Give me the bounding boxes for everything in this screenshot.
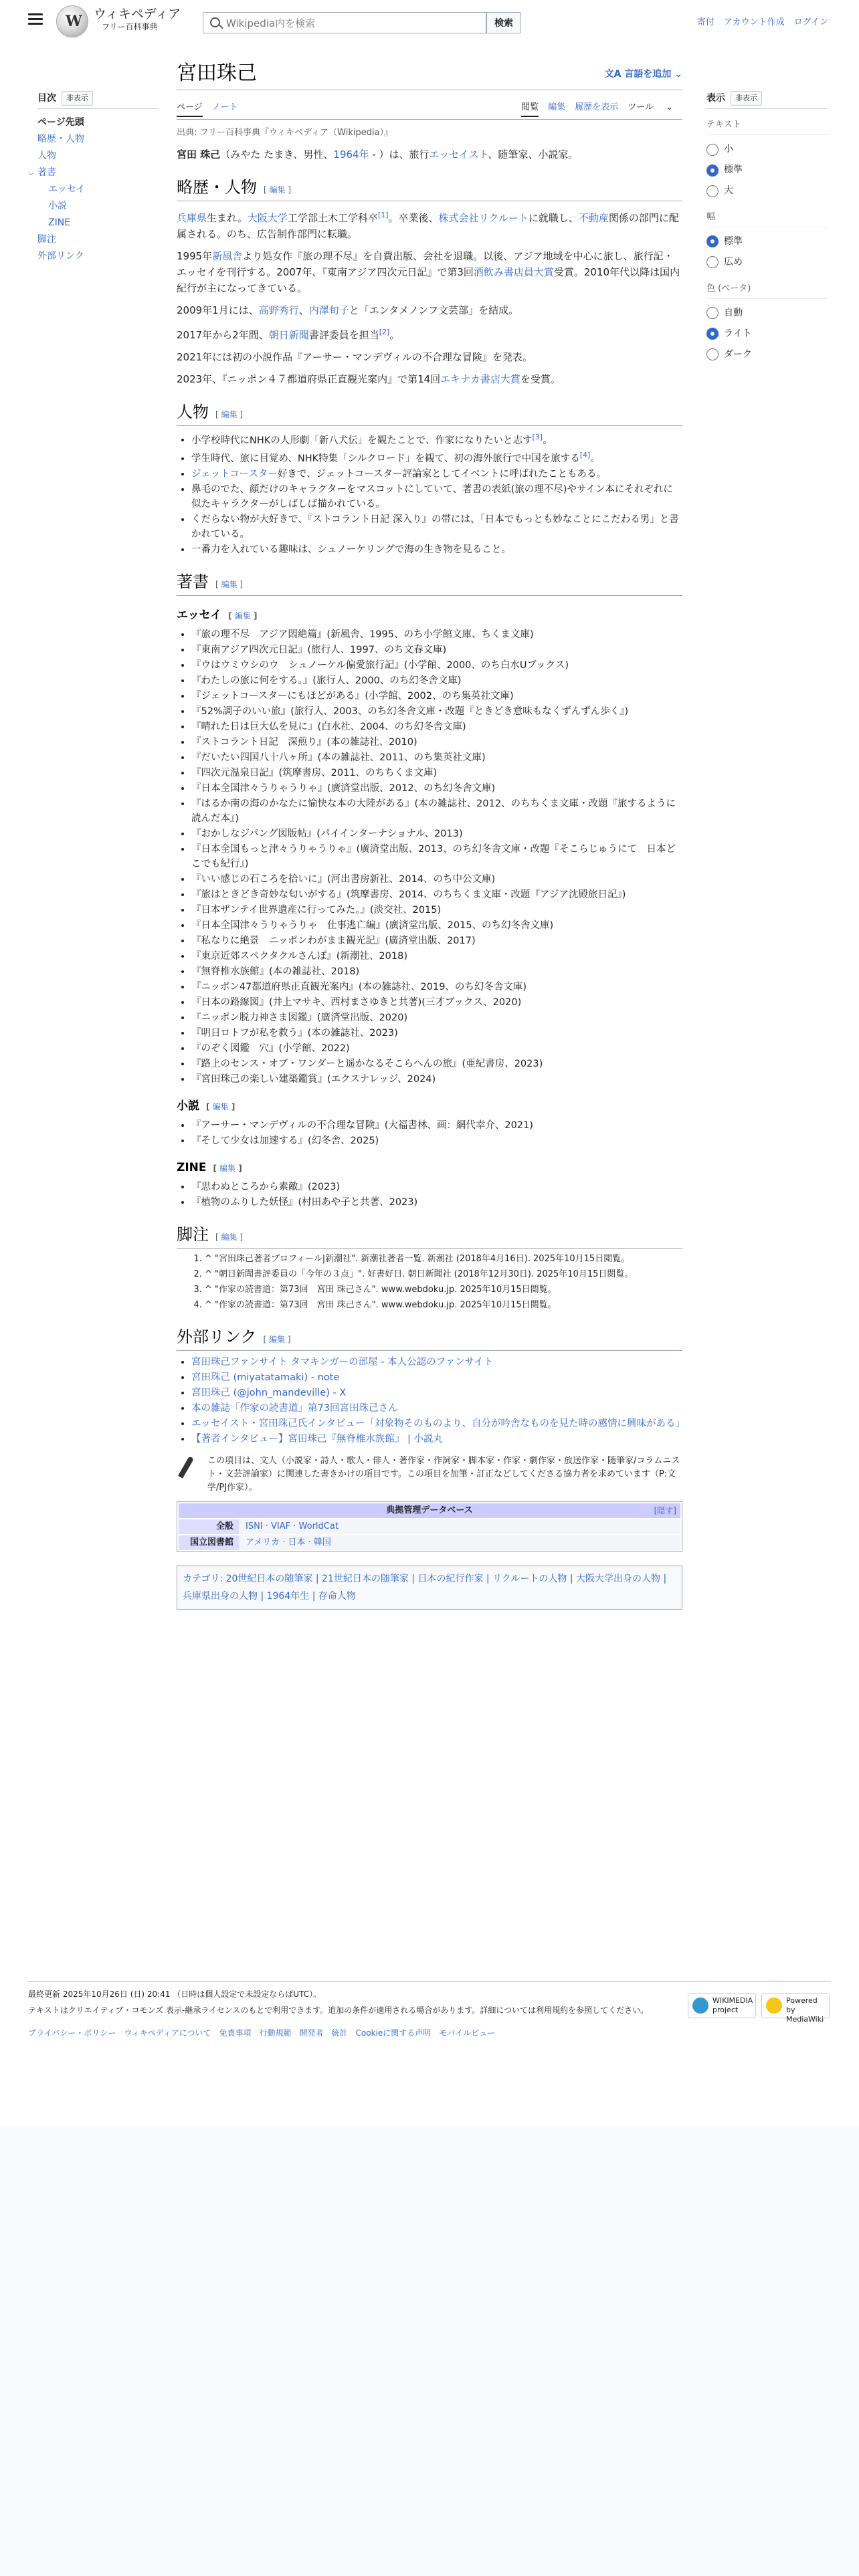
list-item	[191, 430, 682, 448]
book-item-text: 『ジェットコースターにもほどがある』(小学館、2002、のち集英社文庫)	[191, 691, 514, 702]
recruit-link[interactable]: 株式会社リクルート	[438, 211, 529, 224]
list-item	[191, 542, 682, 557]
appearance-title: 表示	[706, 93, 725, 104]
book-item	[191, 980, 682, 994]
list-item	[191, 512, 682, 542]
section-edit-link[interactable]: [ 編集 ]	[213, 1164, 242, 1174]
book-item	[191, 1195, 682, 1210]
hyogo-link[interactable]: 兵庫県	[177, 211, 207, 224]
list-item-text: ジェットコースター	[191, 469, 278, 480]
source-note: 出典: フリー百科事典『ウィキペディア（Wikipedia）』	[177, 127, 393, 138]
language-icon: 文A	[604, 69, 625, 80]
navbox-row-links[interactable]: アメリカ · 日本 · 韓国	[239, 1535, 680, 1550]
book-item	[191, 627, 682, 642]
appearance-option[interactable]	[706, 344, 827, 365]
section-edit-link[interactable]: [ 編集 ]	[206, 1102, 235, 1112]
tab-history[interactable]: 履歴を表示	[575, 102, 619, 112]
toc-link[interactable]: 小説	[48, 201, 67, 212]
navbox-title[interactable]: 典拠管理データベース	[386, 1505, 473, 1516]
book-item	[191, 827, 682, 841]
person-list	[177, 430, 682, 558]
toc-item	[37, 148, 158, 165]
section-edit-link[interactable]: [ 編集 ]	[264, 185, 292, 195]
section-heading	[177, 177, 682, 201]
takano-link[interactable]: 高野秀行	[258, 304, 299, 316]
section-edit-link[interactable]: [ 編集 ]	[228, 611, 258, 621]
book-item-text: 『わたしの旅に何をする。』(旅行人、2000、のち幻冬舎文庫)	[191, 675, 462, 687]
book-item	[191, 735, 682, 750]
option-label: 標準	[724, 236, 743, 247]
toc-link[interactable]: 外部リンク	[37, 251, 84, 262]
toc-title: 目次	[37, 93, 56, 104]
appearance-option[interactable]	[706, 303, 827, 324]
award-link[interactable]: 酒飲み書店員大賞	[473, 265, 554, 278]
asahi-link[interactable]: 朝日新聞	[268, 328, 309, 341]
toc-item	[37, 181, 158, 198]
radio-button[interactable]	[706, 348, 719, 360]
book-item	[191, 964, 682, 979]
book-item-text: 『四次元温泉日記』(筑摩書房、2011、のちちくま文庫)	[191, 768, 438, 779]
site-header	[0, 0, 859, 44]
navbox-row	[179, 1519, 680, 1534]
list-item	[191, 482, 682, 512]
bio-paragraph: 2017年から2年間、朝日新聞書評委員を担当[2]。	[177, 327, 400, 341]
tools-label: ツール	[628, 102, 654, 112]
book-item-text: 『日本全国津々うりゃうりゃ 仕事逃亡編』(廣済堂出版、2015、のち幻冬舎文庫)	[191, 920, 554, 932]
wordmark[interactable]: ウィキペディア	[94, 7, 181, 21]
birth-year-link[interactable]: 1964年	[333, 148, 369, 160]
footer-background	[0, 2127, 859, 2576]
reference-item-text: ^ "朝日新聞書評委員の「今年の３点」". 好書好日. 朝日新聞社 (2018年12月30日). 2025年10月15日閲覧。	[205, 1269, 634, 1280]
bio-paragraph: 1995年新風舎より処女作『旅の理不尽』を自費出版、会社を退職。以後、アジア地域を中心に旅し、旅行記・エッセイを刊行する。2007年、『東南アジア四次元日記』で第3回酒飲み書店員大賞受賞。2010年代以降は国内紀行が主になってきている。	[177, 249, 680, 294]
categories-box[interactable]: カテゴリ: 20世紀日本の随筆家 | 21世紀日本の随筆家 | 日本の紀行作家 | リクルートの人物 | 大阪大学出身の人物 | 兵庫県出身の人物 | 1964年生 | 存命人物	[177, 1566, 682, 1610]
table-of-contents	[28, 91, 158, 265]
toc-link[interactable]: 著書	[37, 167, 56, 179]
subsection-heading	[177, 1097, 682, 1115]
chevron-down-icon[interactable]: ⌵	[28, 169, 34, 178]
external-link-item-text[interactable]: 宮田珠己ファンサイト タマキンガーの部屋 - 本人公認のファンサイト	[191, 1357, 494, 1368]
mediawiki-logo-icon	[766, 1998, 782, 2014]
footer-link[interactable]: 開発者	[299, 2028, 324, 2038]
tab-read[interactable]: 閲覧	[521, 102, 539, 117]
radio-button[interactable]	[706, 307, 719, 319]
essay-list	[177, 627, 682, 1087]
section-heading	[177, 1224, 682, 1249]
ref-1[interactable]: [1]	[377, 210, 389, 219]
option-label: ダーク	[724, 349, 752, 360]
subsection-heading	[177, 607, 682, 625]
appearance-hide-button[interactable]: 非表示	[731, 91, 762, 106]
book-item-text: 『日本全国津々うりゃうりゃ』(廣済堂出版、2012、のち幻冬舎文庫)	[191, 783, 496, 794]
navbox-row-label: 国立図書館	[179, 1535, 239, 1550]
external-link-item-text[interactable]: 【著者インタビュー】宮田珠己『無脊椎水族館』 | 小説丸	[191, 1434, 444, 1445]
toc-hide-button[interactable]: 非表示	[62, 91, 93, 106]
navbox-row-label: 全般	[179, 1519, 239, 1534]
mediawiki-badge[interactable]: Powered by MediaWiki	[761, 1993, 830, 2018]
book-item-text: 『ストコラント日記 深煎り』(本の雑誌社、2010)	[191, 737, 417, 748]
book-item-text: 『日本ザンテイ世界遺産に行ってみた。』(淡交社、2015)	[191, 905, 442, 916]
appearance-groups	[706, 118, 827, 364]
section-title: 外部リンク	[177, 1329, 257, 1347]
toc-item	[37, 231, 158, 248]
book-item-text: 『旅はときどき奇妙な匂いがする』(筑摩書房、2014、のちちくま文庫・改題『アジア沈殿旅日記』)	[191, 889, 626, 901]
book-item-text: 『東京近郊スペクタクルさんぽ』(新潮社、2018)	[191, 951, 407, 962]
footer-link[interactable]: 行動規範	[259, 2028, 292, 2038]
search-icon	[210, 17, 220, 27]
footer-link[interactable]: Cookieに関する声明	[355, 2028, 432, 2038]
book-item-text: 『いい感じの石ころを拾いに』(河出書房新社、2014、のち中公文庫)	[191, 874, 496, 885]
option-label: 自動	[724, 308, 743, 319]
navbox-header	[179, 1503, 680, 1518]
external-link-item	[191, 1432, 682, 1446]
lead-text: 、随筆家、小説家。	[488, 148, 579, 160]
subsection-title: エッセイ	[177, 609, 222, 623]
appearance-option[interactable]	[706, 324, 827, 344]
book-item-text: 『おかしなジパング図版帖』(パイインターナショナル、2013)	[191, 829, 463, 840]
book-item	[191, 704, 682, 719]
section-edit-link[interactable]: [ 編集 ]	[215, 1232, 244, 1243]
wikimedia-logo-icon	[692, 1998, 708, 2014]
book-item-text: 『のぞく図鑑 穴』(小学館、2022)	[191, 1043, 350, 1055]
book-item	[191, 1057, 682, 1071]
book-item-text: 『ウはウミウシのウ シュノーケル偏愛旅行記』(小学館、2000、のち白水Uブックス)	[191, 660, 569, 671]
add-language-label: 言語を追加	[624, 69, 672, 80]
create-account-link[interactable]: アカウント作成	[723, 17, 785, 27]
book-item	[191, 720, 682, 734]
list-item-text: 鼻毛のでた、顔だけのキャラクターをマスコットにしていて、著書の表紙(旅の理不尽)やサイン本にそれぞれに似たキャラクターがしばしば描かれている。	[191, 484, 673, 510]
appearance-panel	[706, 91, 827, 365]
lead-paragraph	[177, 146, 682, 163]
book-item-text: 『日本全国もっと津々うりゃうりゃ』(廣済堂出版、2013、のち幻冬舎文庫・改題『そこらじゅうにて 日本どこでも紀行』)	[191, 844, 676, 870]
subsection-title: 小説	[177, 1099, 199, 1113]
list-item-text: 小学校時代にNHKの人形劇「新八犬伝」を観たことで、作家になりたいと志す	[191, 435, 533, 446]
bio-paragraph: 2009年1月には、高野秀行、内澤旬子と「エンタメノンフ文芸部」を結成。	[177, 304, 519, 316]
footer-link[interactable]: 免責事項	[219, 2028, 252, 2038]
personal-tools	[688, 16, 828, 30]
wikipedia-globe-logo[interactable]: W	[56, 5, 88, 37]
list-item-text: くだらない物が大好きで、『ストコラント日記 深入り』の帯には、「日本でもっとも妙なことにこだわる男」と書かれている。	[191, 514, 679, 540]
option-label: ライト	[724, 328, 752, 340]
radio-button[interactable]	[706, 235, 719, 247]
section-title: 著書	[177, 574, 209, 592]
book-item-text: 『路上のセンス・オブ・ワンダーと遥かなるそこらへんの旅』(亜紀書房、2023)	[191, 1059, 543, 1070]
toc-list	[28, 114, 158, 265]
toc-item	[37, 198, 158, 215]
option-label: 大	[724, 185, 733, 197]
uchizawa-link[interactable]: 内澤旬子	[308, 304, 349, 316]
book-item	[191, 750, 682, 765]
book-item	[191, 658, 682, 673]
section-edit-link[interactable]: [ 編集 ]	[215, 409, 244, 419]
book-item	[191, 887, 682, 902]
reference-marker[interactable]: [3]	[532, 432, 543, 441]
lead-text: （みやた たまき、男性、	[220, 148, 334, 160]
reference-item-text: ^ "宮田珠己著者プロフィール|新潮社". 新潮社著者一覧. 新潮社 (2018年4月16日). 2025年10月15日閲覧。	[205, 1254, 630, 1265]
page-footer	[28, 1981, 831, 2039]
book-item-text: 『宮田珠己の楽しい建築鑑賞』(エクスナレッジ、2024)	[191, 1074, 436, 1085]
reference-marker[interactable]: [4]	[579, 451, 591, 460]
toc-item	[37, 114, 158, 131]
novel-list	[177, 1118, 682, 1148]
appearance-group-label: テキスト	[706, 118, 827, 135]
toc-link[interactable]: 人物	[37, 150, 56, 162]
appearance-group-label: 幅	[706, 211, 827, 227]
book-item	[191, 1041, 682, 1056]
book-item	[191, 1134, 682, 1148]
section-title: 略歴・人物	[177, 179, 257, 197]
radio-button[interactable]	[706, 144, 719, 156]
section-edit-link[interactable]: [ 編集 ]	[263, 1335, 291, 1345]
book-item	[191, 1026, 682, 1041]
external-links-list	[177, 1355, 686, 1446]
option-label: 小	[724, 144, 733, 155]
list-item-text: 。	[590, 453, 600, 465]
login-link[interactable]: ログイン	[793, 17, 828, 27]
footer-links	[28, 2027, 831, 2039]
external-link-item-text[interactable]: 宮田珠己 (@john_mandeville) - X	[191, 1388, 347, 1399]
toc-link[interactable]: ZINE	[48, 217, 71, 229]
book-item-text: 『日本の路線図』(井上マサキ、西村まさゆきと共著)(三才ブックス、2020)	[191, 997, 522, 1008]
section-edit-link[interactable]: [ 編集 ]	[215, 580, 244, 590]
footer-link[interactable]: 統計	[331, 2028, 348, 2038]
section-heading	[177, 1327, 682, 1351]
navbox-hide-link[interactable]: [隠す]	[654, 1506, 676, 1516]
navbox-row-links[interactable]: ISNI · VIAF · WorldCat	[239, 1519, 680, 1534]
book-item	[191, 934, 682, 948]
tab-edit[interactable]: 編集	[548, 102, 566, 112]
book-item	[191, 1010, 682, 1025]
list-item-text: 好きで、ジェットコースター評論家としてイベントに呼ばれたこともある。	[277, 469, 607, 480]
book-item-text: 『だいたい四国八十八ヶ所』(本の雑誌社、2011、のち集英社文庫)	[191, 752, 486, 764]
reference-item	[205, 1299, 682, 1312]
lead-name: 宮田 珠己	[177, 148, 221, 160]
appearance-option[interactable]	[706, 160, 827, 181]
realestate-link[interactable]: 不動産	[578, 211, 609, 224]
reference-item-text: ^ "作家の読書道：第73回 宮田 珠己さん". www.webdoku.jp. 2025年10月15日閲覧。	[205, 1285, 557, 1295]
book-item	[191, 689, 682, 704]
book-item	[191, 796, 682, 826]
toc-link[interactable]: ページ先頭	[37, 117, 84, 128]
toc-link[interactable]: 略歴・人物	[37, 134, 84, 145]
book-item	[191, 995, 682, 1010]
book-item	[191, 903, 682, 918]
zine-list	[177, 1180, 682, 1210]
list-item-text: 一番力を入れている趣味は、シュノーケリングで海の生き物を見ること。	[191, 544, 511, 556]
book-item-text: 『晴れた日は巨大仏を見に』(白水社、2004、のち幻冬舎文庫)	[191, 722, 466, 733]
option-label: 標準	[724, 165, 743, 176]
list-item	[191, 467, 682, 481]
radio-button[interactable]	[706, 165, 719, 177]
appearance-option[interactable]	[706, 231, 827, 252]
book-item-text: 『私なりに絶景 ニッポンわがまま観光記』(廣済堂出版、2017)	[191, 936, 476, 947]
external-link-item-text[interactable]: 本の雑誌「作家の読書道」第73回宮田珠己さん	[191, 1403, 398, 1414]
radio-button[interactable]	[706, 256, 719, 268]
appearance-option[interactable]	[706, 252, 827, 273]
last-updated: 最終更新 2025年10月26日 (日) 20:41 （日時は個人設定で未設定ならばUTC）。	[28, 1981, 831, 2000]
external-link-item	[191, 1401, 682, 1416]
book-item	[191, 1118, 682, 1133]
references-list	[177, 1253, 682, 1312]
search-button[interactable]: 検索	[486, 12, 521, 33]
toc-link[interactable]: 脚注	[37, 234, 56, 245]
book-item-text: 『そして少女は加速する』(幻冬舎、2025)	[191, 1136, 379, 1147]
book-item-text: 『アーサー・マンデヴィルの不合理な冒険』(大福書林、画：網代幸介、2021)	[191, 1120, 533, 1132]
toc-item	[28, 165, 158, 181]
section-title: 人物	[177, 403, 209, 421]
tab-tools[interactable]: ツール ⌄	[628, 102, 673, 112]
quill-icon	[181, 1455, 201, 1480]
book-item	[191, 918, 682, 933]
license-text: テキストはクリエイティブ・コモンズ 表示-継承ライセンスのもとで利用できます。追加の条件が適用される場合があります。詳細については利用規約を参照してください。	[28, 2006, 649, 2015]
donate-link[interactable]: 寄付	[696, 17, 714, 27]
external-link-item	[191, 1355, 682, 1370]
book-item	[191, 949, 682, 964]
stub-notice-text: この項目は、文人（小説家・詩人・歌人・俳人・著作家・作詞家・脚本家・作家・劇作家・放送作家・随筆家/コラムニスト・文芸評論家）に関連した書きかけの項目です。この項目を加筆・訂正などしてくださる協力者を求めています（P:文学/PJ作家）。	[207, 1456, 680, 1493]
subsection-title: ZINE	[177, 1161, 207, 1175]
article-content	[177, 60, 686, 1610]
toc-link[interactable]: エッセイ	[48, 184, 86, 195]
book-item	[191, 842, 682, 871]
reference-item	[205, 1283, 682, 1297]
toc-item	[37, 215, 158, 231]
ekinaka-link[interactable]: エキナカ書店大賞	[440, 372, 520, 385]
footer-link[interactable]: ウィキペディアについて	[124, 2028, 211, 2038]
book-item-text: 『ニッポン脱力神さま図鑑』(廣済堂出版、2020)	[191, 1012, 408, 1024]
bio-paragraph: 2023年、『ニッポン４７都道府県正直観光案内』で第14回エキナカ書店大賞を受賞。	[177, 372, 561, 385]
footer-link[interactable]: モバイルビュー	[439, 2028, 496, 2038]
book-item-text: 『52%調子のいい旅』(旅行人、2003、のち幻冬舎文庫・改題『ときどき意味もなくずんずん歩く』)	[191, 706, 629, 718]
book-item-text: 『はるか南の海のかなたに愉快な本の大陸がある』(本の雑誌社、2012、のちちくま文庫・改題『旅するように読んだ本』)	[191, 798, 676, 825]
external-link-item-text[interactable]: エッセイスト・宮田珠己氏インタビュー「対象物そのものより、自分が吟舎なものを見た時の感情に興味がある」	[191, 1418, 686, 1430]
reference-item	[205, 1253, 682, 1266]
appearance-group-label: 色 (ベータ)	[706, 282, 827, 299]
wikimedia-badge[interactable]: WIKIMEDIA project	[688, 1993, 756, 2018]
external-link-item-text[interactable]: 宮田珠己 (miyatatamaki) - note	[191, 1372, 340, 1384]
osaka-univ-link[interactable]: 大阪大学	[247, 211, 288, 224]
footer-link[interactable]: プライバシー・ポリシー	[28, 2028, 116, 2038]
stub-notice	[181, 1455, 682, 1495]
book-item	[191, 643, 682, 657]
main-menu-icon[interactable]	[28, 13, 43, 25]
authority-control-navbox	[177, 1501, 682, 1552]
tagline: フリー百科事典	[102, 22, 158, 31]
tab-talk[interactable]: ノート	[211, 102, 238, 112]
external-link-item	[191, 1370, 682, 1385]
radio-button[interactable]	[706, 185, 719, 197]
essayist-link[interactable]: エッセイスト	[429, 148, 488, 160]
book-item	[191, 1180, 682, 1194]
page-tabs	[177, 101, 682, 120]
book-item	[191, 781, 682, 796]
add-language-button[interactable]: 文A 言語を追加 ⌄	[604, 69, 682, 80]
book-item-text: 『ニッポン47都道府県正直観光案内』(本の雑誌社、2019、のち幻冬舎文庫)	[191, 982, 527, 993]
toc-item	[37, 248, 158, 265]
section-heading	[177, 572, 682, 596]
section-title: 脚注	[177, 1226, 209, 1245]
book-item	[191, 766, 682, 780]
shinpusha-link[interactable]: 新風舎	[212, 249, 243, 262]
external-link-item	[191, 1416, 686, 1431]
tab-page[interactable]: ページ	[177, 102, 203, 117]
book-item-text: 『東南アジア四次元日記』(旅行人、1997、のち文春文庫)	[191, 645, 447, 656]
radio-button[interactable]	[706, 328, 719, 340]
list-item-text: 。	[543, 435, 553, 446]
page-title: 宮田珠己	[177, 60, 682, 90]
list-item	[191, 448, 682, 466]
reference-item	[205, 1268, 682, 1281]
book-item-text: 『旅の理不尽 アジア悶絶篇』(新風舎、1995、のち小学館文庫、ちくま文庫)	[191, 629, 534, 641]
toc-item	[37, 131, 158, 148]
external-link-item	[191, 1386, 682, 1400]
reference-item-text: ^ "作家の読書道：第73回 宮田 珠己さん". www.webdoku.jp. 2025年10月15日閲覧。	[205, 1300, 557, 1311]
book-item-text: 『植物のふりした妖怪』(村田あや子と共著、2023)	[191, 1197, 418, 1208]
book-item	[191, 673, 682, 688]
appearance-option[interactable]	[706, 139, 827, 160]
search-box[interactable]	[203, 12, 486, 33]
book-item	[191, 1072, 682, 1087]
search-input[interactable]	[226, 16, 480, 31]
section-heading	[177, 402, 682, 426]
lead-text: - ）は、旅行	[369, 148, 430, 160]
bio-paragraph: 2021年には初の小説作品『アーサー・マンデヴィルの不合理な冒険』を発表。	[177, 350, 533, 363]
navbox-row	[179, 1535, 680, 1550]
ref-2[interactable]: [2]	[379, 327, 390, 336]
list-item-text: 学生時代、旅に目覚め、NHK特集「シルクロード」を観て、初の海外旅行で中国を旅する	[191, 453, 580, 465]
option-label: 広め	[724, 257, 743, 268]
bio-paragraph: 兵庫県生まれ。大阪大学工学部土木工学科卒[1]。卒業後、株式会社リクルートに就職し、不動産関係の部門に配属される。のち、広告制作部門に転職。	[177, 210, 679, 240]
appearance-option[interactable]	[706, 181, 827, 201]
book-item	[191, 872, 682, 887]
book-item-text: 『明日ロトフが私を救う』(本の雑誌社、2023)	[191, 1028, 398, 1039]
book-item-text: 『無脊椎水族館』(本の雑誌社、2018)	[191, 966, 360, 978]
book-item-text: 『思わぬところから素敵』(2023)	[191, 1182, 341, 1193]
subsection-heading	[177, 1159, 682, 1177]
